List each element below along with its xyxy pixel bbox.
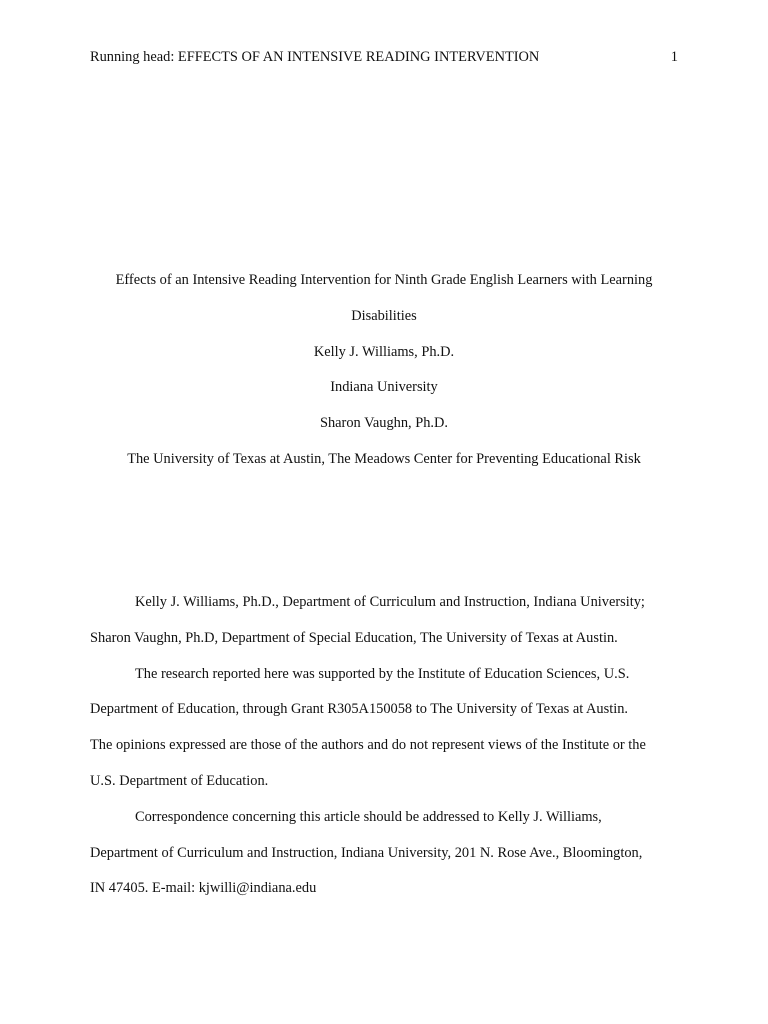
running-head: Running head: EFFECTS OF AN INTENSIVE READING INTERVENTION: [90, 49, 540, 65]
text-line: Sharon Vaughn, Ph.D, Department of Special Education, The University of Texas at Austin.: [90, 629, 618, 646]
paper-title-line-2: Disabilities: [351, 307, 417, 324]
text-line: Department of Curriculum and Instruction, Indiana University, 201 N. Rose Ave., Bloomington,: [90, 844, 643, 861]
text-line: Kelly J. Williams, Ph.D., Department of Curriculum and Instruction, Indiana University;: [135, 594, 645, 610]
page-number: 1: [670, 49, 678, 65]
paper-title-line-1: Effects of an Intensive Reading Intervention for Ninth Grade English Learners with Learning: [115, 272, 653, 288]
text-line: U.S. Department of Education.: [90, 772, 269, 789]
author-note-funding: [90, 657, 678, 800]
author-1: Kelly J. Williams, Ph.D.: [313, 343, 455, 360]
text-line: Correspondence concerning this article should be addressed to Kelly J. Williams,: [135, 808, 602, 825]
author-note-correspondence: [90, 800, 678, 907]
text-line: IN 47405. E-mail: kjwilli@indiana.edu: [90, 880, 317, 897]
title-block: [90, 263, 678, 478]
affiliation-1: Indiana University: [330, 379, 438, 396]
page-header: [90, 47, 678, 67]
author-note: [90, 585, 678, 907]
text-line: Department of Education, through Grant R305A150058 to The University of Texas at Austin.: [90, 701, 629, 718]
author-2: Sharon Vaughn, Ph.D.: [319, 415, 449, 432]
affiliation-2: The University of Texas at Austin, The Meadows Center for Preventing Educational Risk: [127, 450, 641, 467]
author-note-affiliations: [90, 585, 678, 657]
text-line: The opinions expressed are those of the authors and do not represent views of the Institute or the: [90, 737, 646, 754]
text-line: The research reported here was supported by the Institute of Education Sciences, U.S.: [135, 665, 630, 682]
